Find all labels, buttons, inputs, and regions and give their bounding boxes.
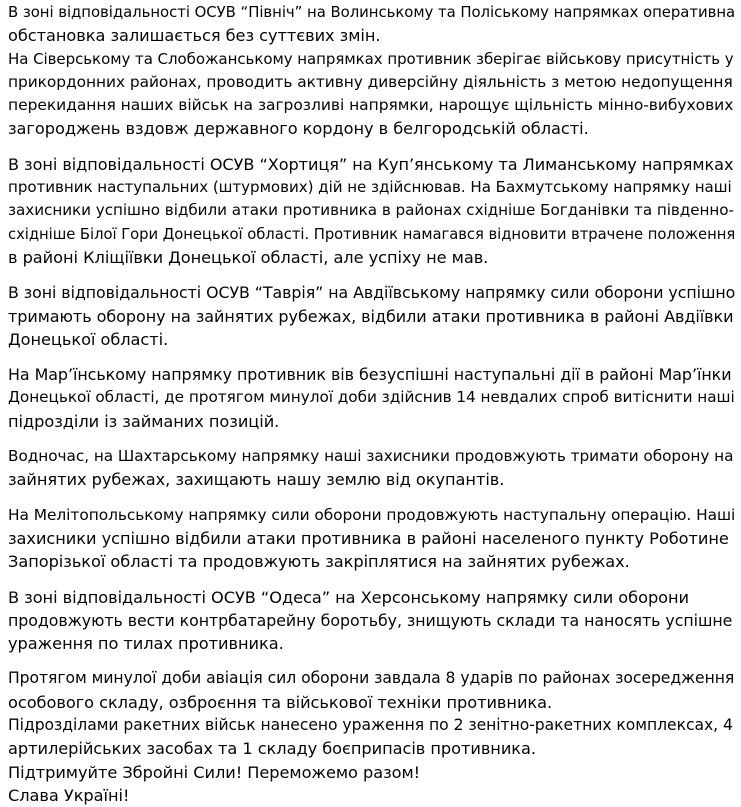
text-line: Запорізької області та продовжують закріплятися на зайнятих рубежах. xyxy=(8,552,630,572)
text-line: Слава Україні! xyxy=(8,785,130,805)
text-line: В зоні відповідальності ОСУВ “Хортиця” на Куп’янському та Лиманському напрямках xyxy=(8,154,734,174)
text-line: Підрозділами ракетних військ нанесено ураження по 2 зенітно-ракетних комплексах, 4 xyxy=(8,716,733,735)
paragraph-osuv-odesa xyxy=(8,586,735,656)
text-line: ураження по тилах противника. xyxy=(8,634,284,654)
text-line: Донецької області, де протягом минулої доби здійснив 14 невдалих спроб витіснити наші xyxy=(8,388,735,407)
paragraph-osuv-khortytsia xyxy=(8,153,735,269)
text-line: артилерійських засобах та 1 складу боєприпасів противника. xyxy=(8,739,537,759)
paragraph-osuv-tavriia xyxy=(8,281,735,351)
text-line: тримають оборону на зайнятих рубежах, відбили атаки противника в районі Авдіївки xyxy=(8,306,734,326)
paragraph-marinka xyxy=(8,363,735,433)
text-line: загороджень вздовж державного кордону в белгородській області. xyxy=(8,119,589,139)
text-line: обстановка залишається без суттєвих змін. xyxy=(8,26,381,46)
text-line: підрозділи із займаних позицій. xyxy=(8,411,280,431)
text-line: В зоні відповідальності ОСУВ “Одеса” на Херсонському напрямку сили оборони xyxy=(8,587,690,607)
text-line: Донецької області. xyxy=(8,329,169,349)
text-line: захисники успішно відбили атаки противника в районі населеного пункту Роботине xyxy=(8,528,729,548)
text-line: Протягом минулої доби авіація сил оборони завдала 8 ударів по районах зосередження xyxy=(8,669,735,688)
text-line: Підтримуйте Збройні Сили! Переможемо разом! xyxy=(8,762,421,782)
text-line: противник наступальних (штурмових) дій не здійснював. На Бахмутському напрямку наші xyxy=(8,178,732,197)
text-line: прикордонних районах, проводить активну диверсійну діяльність з метою недопущення xyxy=(8,72,733,91)
paragraph-aviation-summary xyxy=(8,667,735,807)
text-line: На Сіверському та Слобожанському напрямках противник зберігає військову присутність у xyxy=(8,49,734,68)
text-line: На Мелітопольському напрямку сили оборони продовжують наступальну операцію. Наші xyxy=(8,505,736,524)
text-line: зайнятих рубежах, захищають нашу землю від окупантів. xyxy=(8,470,505,490)
text-line: перекидання наших військ на загрозливі напрямки, нарощує щільність мінно-вибухових xyxy=(8,96,734,115)
text-line: захисники успішно відбили атаки противника в районах східніше Богданівки та південно- xyxy=(8,201,734,220)
text-line: В зоні відповідальності ОСУВ “Північ” на Волинському та Поліському напрямках оперативна xyxy=(8,3,736,21)
text-line: особового складу, озброєння та військової техніки противника. xyxy=(8,692,553,712)
paragraph-osuv-pivnich xyxy=(8,0,735,141)
text-line: Водночас, на Шахтарському напрямку наші захисники продовжують тримати оборону на xyxy=(8,447,734,466)
text-line: продовжують вести контрбатарейну боротьбу, знищують склади та наносять успішне xyxy=(8,610,733,630)
text-line: в районі Кліщіївки Донецької області, але успіху не мав. xyxy=(8,247,489,267)
paragraph-melitopol xyxy=(8,504,735,574)
text-line: На Мар’їнському напрямку противник вів безуспішні наступальні дії в районі Мар’їнки xyxy=(8,365,732,385)
paragraph-shakhtarske xyxy=(8,445,735,492)
text-line: В зоні відповідальності ОСУВ “Таврія” на Авдіївському напрямку сили оборони успішно xyxy=(8,283,736,303)
text-line: східніше Білої Гори Донецької області. Противник намагався відновити втрачене положення xyxy=(8,225,736,243)
